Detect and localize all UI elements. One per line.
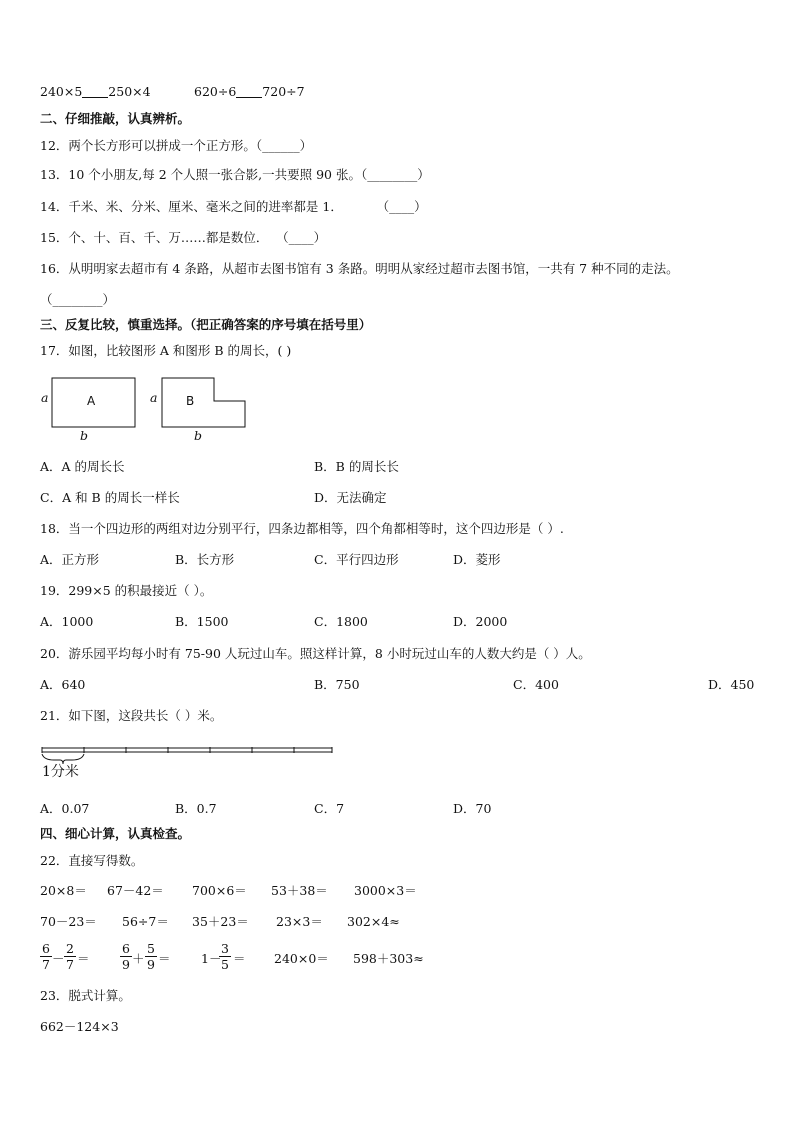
compare-left-2: 620÷6 — [194, 84, 237, 99]
fraction — [40, 942, 52, 971]
calc-item: 70－23＝ — [40, 914, 97, 929]
calc-item: 240×0＝ — [274, 951, 329, 966]
figure-b-side-label: a — [150, 390, 158, 405]
denominator: 5 — [221, 957, 229, 972]
q21-option-a[interactable]: A．0.07 — [40, 801, 90, 816]
answer-blank[interactable]: （____） — [282, 230, 327, 245]
q21-option-c[interactable]: C．7 — [314, 801, 345, 816]
question-text: 13．10 个小朋友,每 2 个人照一张合影,一共要照 90 张。 — [40, 167, 361, 182]
denominator: 7 — [66, 957, 74, 972]
question-18: 18．当一个四边形的两组对边分别平行，四条边都相等，四个角都相等时，这个四边形是（ ）. — [40, 521, 564, 536]
q20-option-b[interactable]: B．750 — [314, 677, 360, 692]
q18-option-a[interactable]: A．正方形 — [40, 552, 100, 567]
q18-option-c[interactable]: C．平行四边形 — [314, 552, 399, 567]
equals: ＝ — [158, 951, 171, 966]
answer-blank[interactable] — [82, 85, 108, 98]
calc-item: 67－42＝ — [107, 883, 164, 898]
q21-option-d[interactable]: D．70 — [453, 801, 492, 816]
equals: ＝ — [233, 951, 246, 966]
q20-option-d[interactable]: D．450 — [708, 677, 755, 692]
fraction — [219, 942, 231, 971]
calc-item: 302×4≈ — [347, 914, 400, 929]
denominator: 7 — [42, 957, 50, 972]
calc-item: 23×3＝ — [276, 914, 323, 929]
fraction — [64, 942, 76, 971]
ruler-label: 1分米 — [42, 764, 79, 780]
ruler-figure — [40, 742, 340, 772]
question-16-blank[interactable]: （________） — [40, 292, 116, 307]
q19-option-a[interactable]: A．1000 — [40, 614, 94, 629]
q17-option-b[interactable]: B．B 的周长长 — [314, 459, 399, 474]
q21-option-b[interactable]: B．0.7 — [175, 801, 217, 816]
compare-right-2: 720÷7 — [262, 84, 305, 99]
question-20: 20．游乐园平均每小时有 75-90 人玩过山车。照这样计算，8 小时玩过山车的人数大约是（ ）人。 — [40, 646, 591, 661]
fraction — [120, 942, 132, 971]
answer-blank[interactable]: （________） — [361, 167, 430, 182]
question-15 — [40, 230, 326, 246]
calc-item: 35＋23＝ — [192, 914, 249, 929]
question-17: 17．如图，比较图形 A 和图形 B 的周长，( ) — [40, 343, 292, 358]
answer-blank[interactable] — [236, 85, 262, 98]
question-13 — [40, 167, 430, 183]
numerator: 2 — [64, 942, 76, 957]
question-text: 15．个、十、百、千、万……都是数位． — [40, 230, 269, 245]
q17-option-c[interactable]: C．A 和 B 的周长一样长 — [40, 490, 180, 505]
q17-option-d[interactable]: D．无法确定 — [314, 490, 387, 505]
figure-b-label: B — [186, 394, 195, 408]
compare-left-1: 240×5 — [40, 84, 83, 99]
calc-item: 3000×3＝ — [354, 883, 417, 898]
q18-option-b[interactable]: B．长方形 — [175, 552, 235, 567]
calc-item: 598＋303≈ — [353, 951, 424, 966]
q23-expression: 662－124×3 — [40, 1019, 119, 1034]
question-23: 23．脱式计算。 — [40, 988, 131, 1003]
calc-item: 700×6＝ — [192, 883, 247, 898]
q19-option-c[interactable]: C．1800 — [314, 614, 368, 629]
q20-option-a[interactable]: A．640 — [40, 677, 86, 692]
figure-b-bottom-label: b — [194, 428, 203, 443]
figure-b-shape — [160, 375, 260, 435]
denominator: 9 — [122, 957, 130, 972]
q18-option-d[interactable]: D．菱形 — [453, 552, 501, 567]
numerator: 6 — [40, 942, 52, 957]
equals: ＝ — [77, 951, 90, 966]
question-text: 14．千米、米、分米、厘米、毫米之间的进率都是 1． — [40, 199, 343, 214]
question-12 — [40, 138, 312, 154]
calc-item: 56÷7＝ — [122, 914, 169, 929]
numerator: 3 — [219, 942, 231, 957]
section-heading-2: 二、仔细推敲，认真辨析。 — [40, 111, 191, 126]
figure-a-side-label: a — [41, 390, 49, 405]
question-text: 16．从明明家去超市有 4 条路，从超市去图书馆有 3 条路。明明从家经过超市去图书馆，一共有 7 种不同的走法。 — [40, 261, 679, 276]
compare-expr-1 — [40, 84, 151, 100]
section-heading-3: 三、反复比较，慎重选择。（把正确答案的序号填在括号里） — [40, 317, 372, 332]
question-19: 19．299×5 的积最接近（ ）。 — [40, 583, 213, 598]
compare-expr-2 — [194, 84, 305, 100]
q19-option-d[interactable]: D．2000 — [453, 614, 508, 629]
section-heading-4: 四、细心计算，认真检查。 — [40, 826, 191, 841]
figure-a-label: A — [87, 394, 96, 408]
numerator: 6 — [120, 942, 132, 957]
operator: － — [52, 951, 65, 966]
q17-option-a[interactable]: A．A 的周长长 — [40, 459, 125, 474]
calc-item: 20×8＝ — [40, 883, 87, 898]
q19-option-b[interactable]: B．1500 — [175, 614, 229, 629]
question-21: 21．如下图，这段共长（ ）米。 — [40, 708, 223, 723]
answer-blank[interactable]: （____） — [382, 199, 427, 214]
answer-blank[interactable]: （______） — [255, 138, 313, 153]
question-16 — [40, 261, 679, 277]
calc-item: 53＋38＝ — [271, 883, 328, 898]
compare-right-1: 250×4 — [108, 84, 151, 99]
numerator: 5 — [145, 942, 157, 957]
question-22: 22．直接写得数。 — [40, 853, 144, 868]
operator: ＋ — [132, 951, 145, 966]
figure-a-bottom-label: b — [80, 428, 89, 443]
denominator: 9 — [147, 957, 155, 972]
q20-option-c[interactable]: C．400 — [513, 677, 559, 692]
whole-minus: 1－ — [201, 951, 222, 966]
fraction — [145, 942, 157, 971]
question-14 — [40, 199, 427, 215]
question-text: 12．两个长方形可以拼成一个正方形。 — [40, 138, 256, 153]
